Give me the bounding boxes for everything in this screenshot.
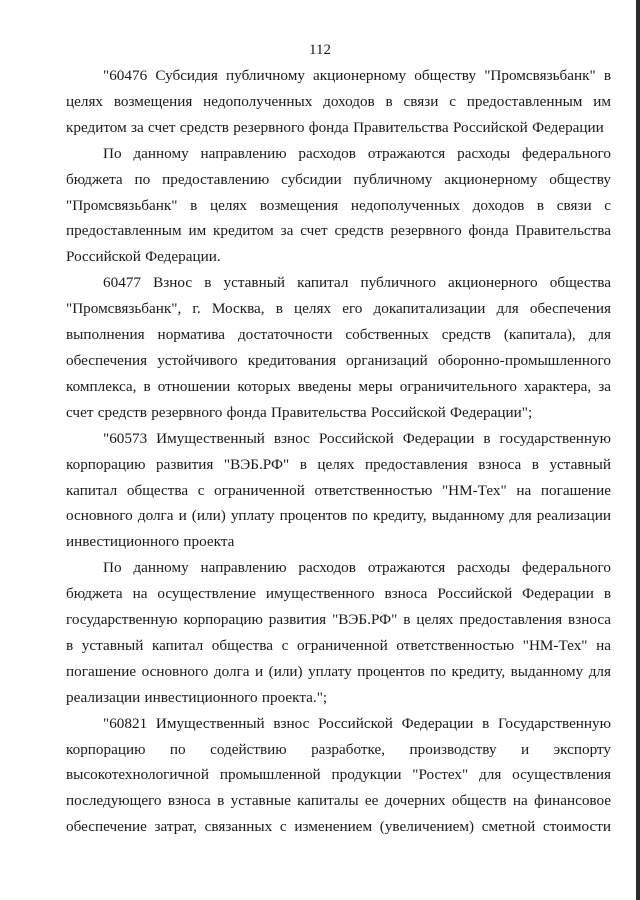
paragraph-60477: 60477 Взнос в уставный капитал публичного акционерного общества "Промсвязьбанк", г. Москва, в целях его докапитализации для обеспечения выполнения норматива достаточности собственных средств (капитала), для обеспечения устойчивого кредитования организаций оборонно-промышленного комплекса, в отношении которых введены меры ограничительного характера, за счет средств резервного фонда Правительства Российской Федерации"; — [66, 274, 611, 421]
document-body — [66, 63, 611, 840]
paragraph-60573-title: "60573 Имущественный взнос Российской Федерации в государственную корпорацию развития "ВЭБ.РФ" в целях предоставления взноса в уставный капитал общества с ограниченной ответственностью "НМ-Тех" на погашение основного долга и (или) уплату процентов по кредиту, выданному для реализации инвестиционного проекта — [66, 429, 611, 551]
paragraph-60573-description: По данному направлению расходов отражаются расходы федерального бюджета на осуществление имущественного взноса Российской Федерации в государственную корпорацию развития "ВЭБ.РФ" в целях предоставления взноса в уставный капитал общества с ограниченной ответственностью "НМ-Тех" на погашение основного долга и (или) уплату процентов по кредиту, выданному для реализации инвестиционного проекта."; — [66, 559, 611, 706]
scan-edge-shadow — [636, 0, 640, 900]
paragraph-60476-description: По данному направлению расходов отражаются расходы федерального бюджета по предоставлению субсидии публичному акционерному обществу "Промсвязьбанк" в целях возмещения недополученных доходов в связи с предоставленным им кредитом за счет средств резервного фонда Правительства Российской Федерации. — [66, 144, 611, 266]
paragraph-60821-title: "60821 Имущественный взнос Российской Федерации в Государственную корпорацию по содействию разработке, производству и экспорту высокотехнологичной промышленной продукции "Ростех" для осуществления последующего взноса в уставные капиталы ее дочерних обществ на финансовое обеспечение затрат, связанных с изменением (увеличением) сметной стоимости — [66, 714, 611, 836]
page-number: 112 — [309, 42, 331, 58]
paragraph-60476-title: "60476 Субсидия публичному акционерному обществу "Промсвязьбанк" в целях возмещения недополученных доходов в связи с предоставленным им кредитом за счет средств резервного фонда Правительства Российской Федерации — [66, 67, 611, 136]
